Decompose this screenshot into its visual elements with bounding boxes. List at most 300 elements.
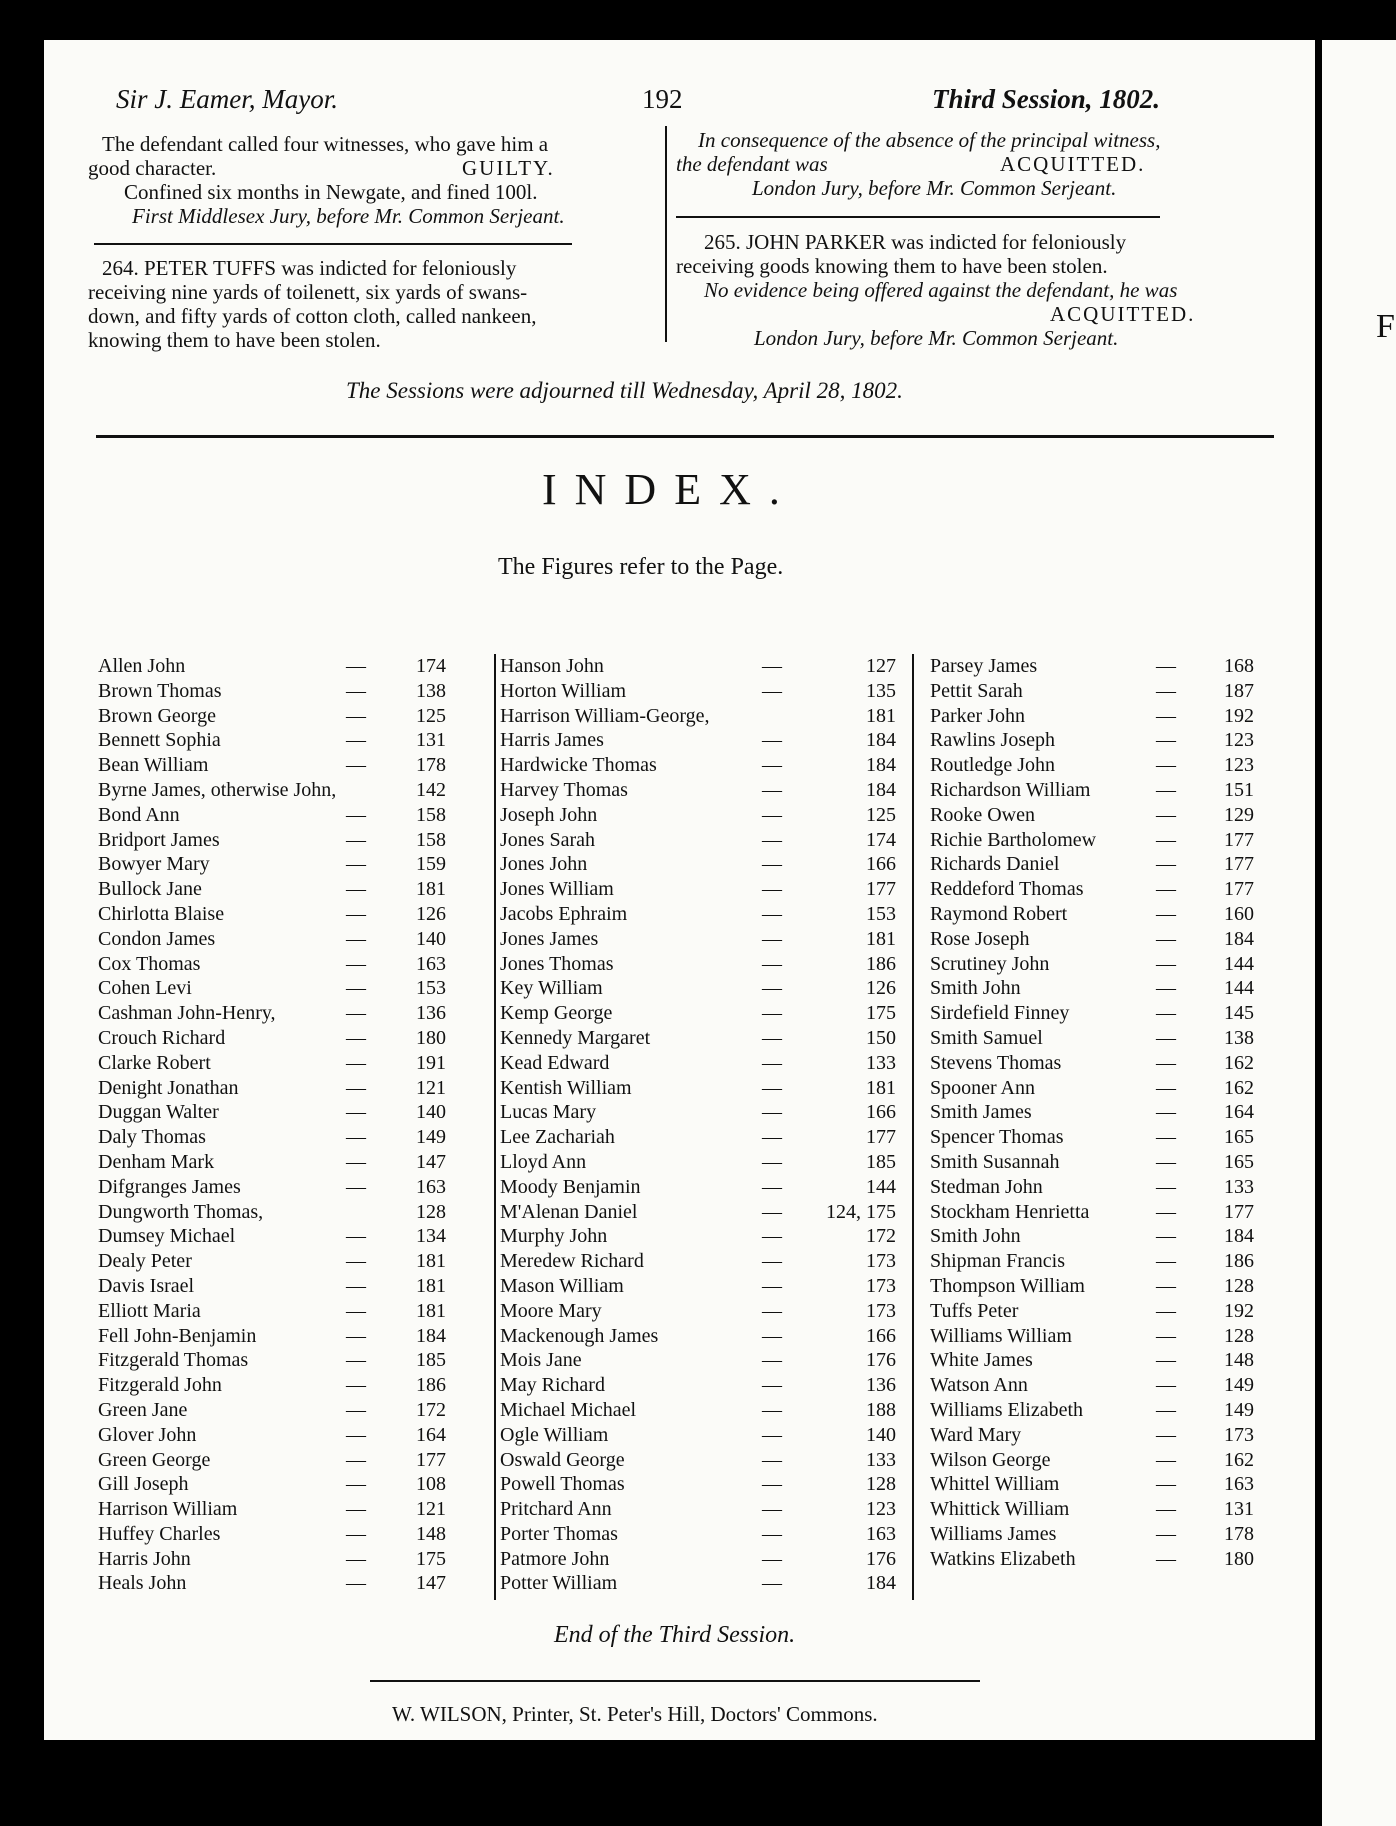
entry-page: 131 xyxy=(1224,1498,1254,1521)
index-entry xyxy=(500,1274,910,1299)
dash: — xyxy=(762,1250,782,1273)
entry-name: Dealy Peter xyxy=(98,1250,192,1273)
entry-page: 185 xyxy=(416,1349,446,1372)
section-rule xyxy=(96,435,1274,438)
entry-name: Spencer Thomas xyxy=(930,1126,1064,1149)
dash: — xyxy=(762,1076,782,1099)
dash: — xyxy=(346,655,366,677)
entry-page: 149 xyxy=(1224,1398,1254,1421)
index-column-rule xyxy=(912,654,914,1600)
dash: — xyxy=(346,1002,366,1025)
index-entry xyxy=(98,1373,470,1398)
entry-page: 184 xyxy=(866,754,896,777)
dash: — xyxy=(1156,1498,1176,1521)
entry-page: 133 xyxy=(866,1448,896,1471)
entry-name: Rose Joseph xyxy=(930,927,1030,950)
entry-page: 162 xyxy=(1224,1051,1254,1074)
entry-name: Glover John xyxy=(98,1423,197,1446)
entry-name: Stevens Thomas xyxy=(930,1051,1062,1074)
index-entry xyxy=(930,1472,1270,1497)
entry-page: 181 xyxy=(866,1076,896,1099)
index-entry xyxy=(930,1398,1270,1423)
entry-page: 148 xyxy=(416,1522,446,1545)
dash: — xyxy=(762,952,782,975)
entry-name: Sirdefield Finney xyxy=(930,1002,1070,1025)
index-entry xyxy=(500,803,910,828)
entry-name: Mackenough James xyxy=(500,1324,659,1347)
entry-page: 185 xyxy=(866,1150,896,1173)
entry-page: 178 xyxy=(1224,1522,1254,1545)
verdict-acquitted: ACQUITTED. xyxy=(1000,152,1146,176)
index-entry xyxy=(98,679,470,704)
dash: — xyxy=(762,1200,782,1223)
dash: — xyxy=(346,828,366,851)
entry-name: Whittick William xyxy=(930,1498,1070,1521)
entry-page: 125 xyxy=(416,704,446,727)
case-264-text: 264. PETER TUFFS was indicted for feloniously xyxy=(102,256,517,280)
entry-name: Joseph John xyxy=(500,803,598,826)
entry-page: 165 xyxy=(1224,1126,1254,1149)
entry-page: 173 xyxy=(866,1274,896,1297)
case-text-line: the defendant was xyxy=(676,152,828,176)
index-entry xyxy=(500,1224,910,1249)
index-entry xyxy=(98,902,470,927)
entry-page: 159 xyxy=(416,853,446,876)
dash: — xyxy=(346,1398,366,1421)
index-entry xyxy=(98,1348,470,1373)
index-entry xyxy=(500,1001,910,1026)
entry-page: 181 xyxy=(416,1250,446,1273)
index-column-1 xyxy=(98,654,470,1596)
entry-name: Pritchard Ann xyxy=(500,1498,612,1521)
dash: — xyxy=(762,1398,782,1421)
dash: — xyxy=(346,1175,366,1198)
entry-name: Shipman Francis xyxy=(930,1250,1065,1273)
entry-name: M'Alenan Daniel xyxy=(500,1200,638,1223)
entry-page: 176 xyxy=(866,1547,896,1570)
dash: — xyxy=(762,977,782,1000)
case-264-text: receiving nine yards of toilenett, six yards of swans- xyxy=(88,280,528,304)
entry-name: Raymond Robert xyxy=(930,902,1068,925)
entry-page: 186 xyxy=(866,952,896,975)
entry-name: Harrison William-George, xyxy=(500,704,710,727)
dash: — xyxy=(346,977,366,1000)
entry-name: Parker John xyxy=(930,704,1025,727)
entry-page: 133 xyxy=(1224,1175,1254,1198)
entry-page: 121 xyxy=(416,1498,446,1521)
entry-name: Fitzgerald John xyxy=(98,1374,222,1397)
entry-page: 177 xyxy=(1224,1200,1254,1223)
case-divider xyxy=(94,243,572,245)
dash: — xyxy=(762,902,782,925)
index-entry xyxy=(930,778,1270,803)
entry-name: Moody Benjamin xyxy=(500,1175,641,1198)
dash: — xyxy=(346,1324,366,1347)
entry-name: Scrutiney John xyxy=(930,952,1050,975)
index-entry xyxy=(500,976,910,1001)
entry-page: 188 xyxy=(866,1398,896,1421)
dash: — xyxy=(1156,1522,1176,1545)
index-entry xyxy=(500,654,910,679)
dash: — xyxy=(1156,655,1176,677)
entry-page: 126 xyxy=(416,902,446,925)
entry-name: Jones James xyxy=(500,927,599,950)
dash: — xyxy=(346,1299,366,1322)
index-entry xyxy=(500,1571,910,1596)
index-entry xyxy=(930,728,1270,753)
sentence-text: Confined six months in Newgate, and fined 100l. xyxy=(124,180,538,204)
entry-page: 164 xyxy=(416,1423,446,1446)
entry-name: Hanson John xyxy=(500,655,604,677)
entry-page: 123 xyxy=(1224,754,1254,777)
dash: — xyxy=(1156,902,1176,925)
index-entry xyxy=(500,1150,910,1175)
dash: — xyxy=(1156,754,1176,777)
entry-page: 163 xyxy=(866,1522,896,1545)
index-entry xyxy=(500,877,910,902)
entry-page: 158 xyxy=(416,803,446,826)
dash: — xyxy=(762,754,782,777)
entry-page: 184 xyxy=(416,1324,446,1347)
entry-page: 148 xyxy=(1224,1349,1254,1372)
dash: — xyxy=(346,1076,366,1099)
index-entry xyxy=(98,1051,470,1076)
index-entry xyxy=(930,828,1270,853)
dash: — xyxy=(1156,1250,1176,1273)
entry-name: Richards Daniel xyxy=(930,853,1060,876)
dash: — xyxy=(762,1324,782,1347)
entry-page: 126 xyxy=(866,977,896,1000)
index-entry xyxy=(98,1324,470,1349)
dash: — xyxy=(1156,1026,1176,1049)
index-entry xyxy=(500,1522,910,1547)
entry-name: Harvey Thomas xyxy=(500,778,628,801)
dash: — xyxy=(346,1250,366,1273)
entry-name: Dumsey Michael xyxy=(98,1225,236,1248)
index-entry xyxy=(98,1547,470,1572)
document-page xyxy=(44,40,1315,1740)
entry-name: Green Jane xyxy=(98,1398,188,1421)
index-entry xyxy=(98,1200,470,1225)
entry-page: 144 xyxy=(1224,952,1254,975)
entry-name: Lloyd Ann xyxy=(500,1150,587,1173)
dash: — xyxy=(346,1349,366,1372)
index-entry xyxy=(500,1348,910,1373)
entry-name: Moore Mary xyxy=(500,1299,602,1322)
index-entry xyxy=(930,1497,1270,1522)
index-entry xyxy=(98,654,470,679)
dash: — xyxy=(762,1473,782,1496)
index-entry xyxy=(930,976,1270,1001)
entry-page: 124, 175 xyxy=(826,1200,896,1223)
dash: — xyxy=(1156,1175,1176,1198)
index-entry xyxy=(930,952,1270,977)
entry-page: 186 xyxy=(1224,1250,1254,1273)
entry-page: 151 xyxy=(1224,778,1254,801)
dash: — xyxy=(1156,1473,1176,1496)
entry-name: Michael Michael xyxy=(500,1398,637,1421)
dash: — xyxy=(1156,1225,1176,1248)
index-entry xyxy=(98,753,470,778)
index-entry xyxy=(930,1100,1270,1125)
entry-page: 121 xyxy=(416,1076,446,1099)
entry-name: Whittel William xyxy=(930,1473,1060,1496)
entry-name: Williams James xyxy=(930,1522,1057,1545)
entry-name: Davis Israel xyxy=(98,1274,195,1297)
index-entry xyxy=(500,1547,910,1572)
entry-page: 162 xyxy=(1224,1448,1254,1471)
entry-page: 108 xyxy=(416,1473,446,1496)
header-mayor: Sir J. Eamer, Mayor. xyxy=(116,84,338,114)
dash: — xyxy=(1156,952,1176,975)
entry-name: Jones Sarah xyxy=(500,828,595,851)
index-entry xyxy=(930,902,1270,927)
entry-name: Oswald George xyxy=(500,1448,625,1471)
jury-text: London Jury, before Mr. Common Serjeant. xyxy=(754,326,1119,350)
entry-page: 175 xyxy=(416,1547,446,1570)
index-entry xyxy=(930,1026,1270,1051)
dash: — xyxy=(762,1002,782,1025)
index-entry xyxy=(930,1324,1270,1349)
dash: — xyxy=(762,729,782,752)
index-entry xyxy=(500,1448,910,1473)
entry-page: 192 xyxy=(1224,1299,1254,1322)
entry-name: Key William xyxy=(500,977,603,1000)
entry-name: Murphy John xyxy=(500,1225,608,1248)
index-entry xyxy=(500,1100,910,1125)
index-entry xyxy=(98,1100,470,1125)
entry-page: 180 xyxy=(416,1026,446,1049)
entry-page: 153 xyxy=(866,902,896,925)
index-entry xyxy=(930,1076,1270,1101)
entry-name: Williams Elizabeth xyxy=(930,1398,1084,1421)
entry-page: 174 xyxy=(866,828,896,851)
entry-name: Richie Bartholomew xyxy=(930,828,1097,851)
entry-name: Powell Thomas xyxy=(500,1473,625,1496)
entry-name: Thompson William xyxy=(930,1274,1085,1297)
dash: — xyxy=(1156,1349,1176,1372)
entry-name: Jones Thomas xyxy=(500,952,614,975)
index-entry xyxy=(98,1224,470,1249)
entry-name: Denight Jonathan xyxy=(98,1076,239,1099)
entry-name: Richardson William xyxy=(930,778,1091,801)
dash: — xyxy=(762,1547,782,1570)
entry-name: Meredew Richard xyxy=(500,1250,644,1273)
entry-name: Williams William xyxy=(930,1324,1072,1347)
index-entry xyxy=(98,1175,470,1200)
index-column-rule xyxy=(494,654,496,1600)
entry-page: 177 xyxy=(1224,853,1254,876)
dash: — xyxy=(762,1051,782,1074)
dash: — xyxy=(762,1448,782,1471)
entry-name: Kemp George xyxy=(500,1002,613,1025)
case-divider xyxy=(676,216,1160,218)
entry-name: Watkins Elizabeth xyxy=(930,1547,1076,1570)
entry-page: 128 xyxy=(416,1200,446,1223)
entry-page: 138 xyxy=(416,679,446,702)
entry-name: Difgranges James xyxy=(98,1175,241,1198)
index-entry xyxy=(500,1125,910,1150)
dash: — xyxy=(346,1547,366,1570)
dash: — xyxy=(762,878,782,901)
entry-page: 177 xyxy=(866,878,896,901)
entry-page: 192 xyxy=(1224,704,1254,727)
jury-text: London Jury, before Mr. Common Serjeant. xyxy=(752,176,1117,200)
printer-imprint: W. WILSON, Printer, St. Peter's Hill, Doctors' Commons. xyxy=(392,1702,878,1726)
entry-page: 149 xyxy=(416,1126,446,1149)
index-entry xyxy=(930,1051,1270,1076)
index-entry xyxy=(98,1522,470,1547)
dash: — xyxy=(1156,778,1176,801)
entry-page: 187 xyxy=(1224,679,1254,702)
index-entry xyxy=(98,704,470,729)
entry-page: 147 xyxy=(416,1150,446,1173)
entry-page: 175 xyxy=(866,1002,896,1025)
dash: — xyxy=(346,803,366,826)
dash: — xyxy=(762,1150,782,1173)
entry-name: Gill Joseph xyxy=(98,1473,189,1496)
dash: — xyxy=(762,927,782,950)
index-entry xyxy=(500,927,910,952)
dash: — xyxy=(346,902,366,925)
index-entry xyxy=(500,828,910,853)
entry-page: 177 xyxy=(416,1448,446,1471)
index-entry xyxy=(930,927,1270,952)
dash: — xyxy=(346,1572,366,1595)
index-entry xyxy=(500,1175,910,1200)
dash: — xyxy=(1156,1547,1176,1570)
adjourned-text: The Sessions were adjourned till Wednesday, April 28, 1802. xyxy=(346,378,903,403)
dash: — xyxy=(762,1349,782,1372)
dash: — xyxy=(346,927,366,950)
entry-name: Cashman John-Henry, xyxy=(98,1002,276,1025)
entry-name: Dungworth Thomas, xyxy=(98,1200,264,1223)
dash: — xyxy=(346,679,366,702)
entry-page: 172 xyxy=(866,1225,896,1248)
entry-name: Bennett Sophia xyxy=(98,729,221,752)
index-entry xyxy=(930,1150,1270,1175)
entry-name: Denham Mark xyxy=(98,1150,215,1173)
index-entry xyxy=(98,1472,470,1497)
entry-page: 176 xyxy=(866,1349,896,1372)
index-entry xyxy=(500,1423,910,1448)
entry-page: 136 xyxy=(416,1002,446,1025)
index-entry xyxy=(98,1001,470,1026)
entry-page: 166 xyxy=(866,853,896,876)
dash: — xyxy=(346,1274,366,1297)
index-entry xyxy=(930,1299,1270,1324)
entry-page: 177 xyxy=(866,1126,896,1149)
index-entry xyxy=(500,1472,910,1497)
index-entry xyxy=(500,1026,910,1051)
jury-text: First Middlesex Jury, before Mr. Common Serjeant. xyxy=(132,204,565,228)
entry-page: 136 xyxy=(866,1374,896,1397)
entry-name: White James xyxy=(930,1349,1033,1372)
case-265-text: No evidence being offered against the defendant, he was xyxy=(704,278,1178,302)
dash: — xyxy=(762,655,782,677)
entry-name: Smith John xyxy=(930,977,1021,1000)
entry-name: Ogle William xyxy=(500,1423,609,1446)
index-entry xyxy=(98,803,470,828)
entry-name: Byrne James, otherwise John, xyxy=(98,778,337,801)
index-entry xyxy=(930,1224,1270,1249)
dash: — xyxy=(762,679,782,702)
entry-page: 181 xyxy=(866,927,896,950)
dash: — xyxy=(1156,1200,1176,1223)
entry-page: 150 xyxy=(866,1026,896,1049)
entry-name: Parsey James xyxy=(930,655,1038,677)
dash: — xyxy=(1156,803,1176,826)
adjacent-page-edge xyxy=(1322,40,1396,1826)
dash: — xyxy=(346,1225,366,1248)
entry-page: 140 xyxy=(866,1423,896,1446)
entry-page: 163 xyxy=(416,1175,446,1198)
index-entry xyxy=(98,1423,470,1448)
entry-name: Mason William xyxy=(500,1274,624,1297)
entry-page: 164 xyxy=(1224,1101,1254,1124)
dash: — xyxy=(1156,1051,1176,1074)
entry-name: Ward Mary xyxy=(930,1423,1022,1446)
entry-page: 184 xyxy=(866,729,896,752)
dash: — xyxy=(762,1274,782,1297)
verdict-acquitted: ACQUITTED. xyxy=(1050,302,1196,326)
entry-name: Jones William xyxy=(500,878,614,901)
index-entry xyxy=(500,753,910,778)
page-number: 192 xyxy=(642,84,683,114)
dash: — xyxy=(762,1225,782,1248)
entry-page: 149 xyxy=(1224,1374,1254,1397)
dash: — xyxy=(762,1572,782,1595)
entry-name: Rooke Owen xyxy=(930,803,1035,826)
entry-name: Cox Thomas xyxy=(98,952,201,975)
dash: — xyxy=(346,1101,366,1124)
dash: — xyxy=(346,729,366,752)
entry-name: Patmore John xyxy=(500,1547,610,1570)
entry-name: Watson Ann xyxy=(930,1374,1028,1397)
entry-page: 173 xyxy=(1224,1423,1254,1446)
entry-page: 181 xyxy=(416,1274,446,1297)
dash: — xyxy=(762,1026,782,1049)
dash: — xyxy=(1156,1002,1176,1025)
index-entry xyxy=(500,679,910,704)
dash: — xyxy=(1156,1076,1176,1099)
entry-page: 165 xyxy=(1224,1150,1254,1173)
entry-name: Routledge John xyxy=(930,754,1055,777)
dash: — xyxy=(1156,828,1176,851)
dash: — xyxy=(346,952,366,975)
index-subtitle: The Figures refer to the Page. xyxy=(498,554,784,580)
entry-name: Bond Ann xyxy=(98,803,180,826)
entry-name: Duggan Walter xyxy=(98,1101,219,1124)
index-entry xyxy=(98,952,470,977)
entry-page: 184 xyxy=(866,778,896,801)
index-entry xyxy=(98,1398,470,1423)
entry-name: Horton William xyxy=(500,679,627,702)
entry-page: 140 xyxy=(416,927,446,950)
index-entry xyxy=(500,778,910,803)
entry-name: Kentish William xyxy=(500,1076,632,1099)
dash: — xyxy=(346,1522,366,1545)
entry-name: Smith James xyxy=(930,1101,1032,1124)
index-entry xyxy=(98,1299,470,1324)
entry-page: 142 xyxy=(416,778,446,801)
entry-page: 178 xyxy=(416,754,446,777)
entry-page: 133 xyxy=(866,1051,896,1074)
case-264-text: down, and fifty yards of cotton cloth, called nankeen, xyxy=(88,304,537,328)
entry-page: 184 xyxy=(1224,1225,1254,1248)
dash: — xyxy=(1156,729,1176,752)
entry-page: 173 xyxy=(866,1299,896,1322)
